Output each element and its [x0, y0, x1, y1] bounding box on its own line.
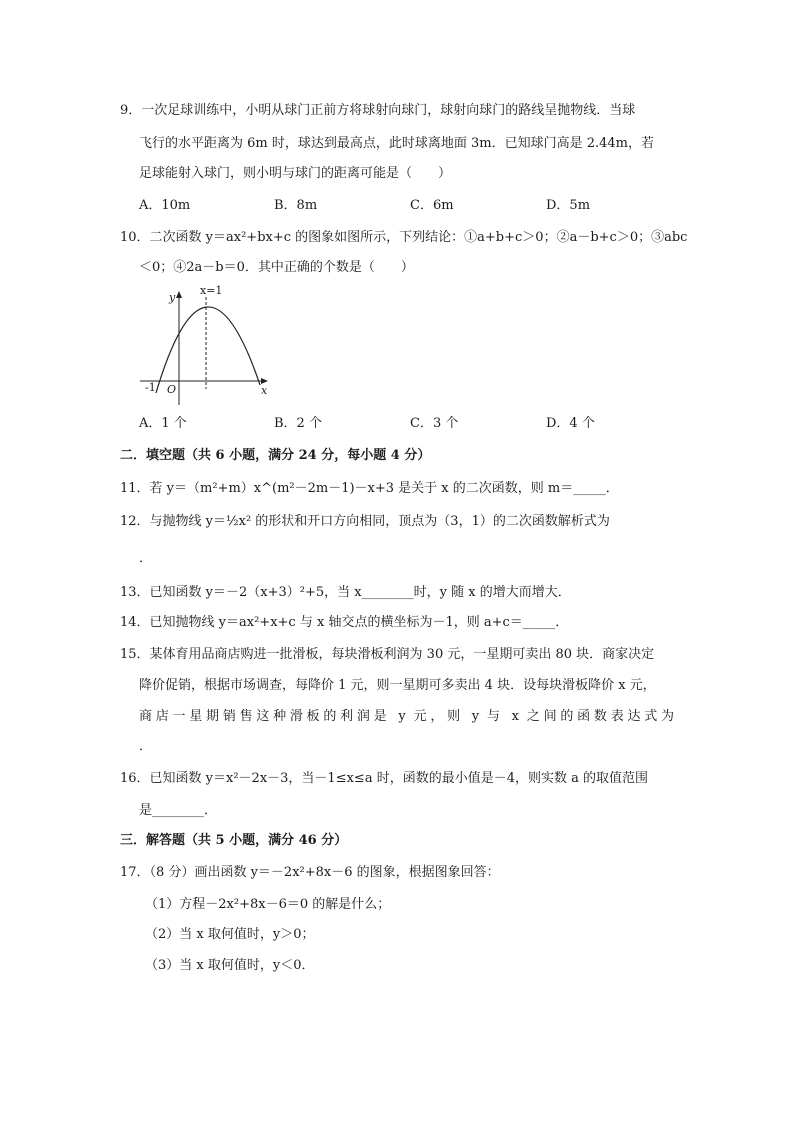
- q9-line-3: 足球能射入球门，则小明与球门的距离可能是（ ）: [139, 166, 452, 181]
- q10-option-b[interactable]: B．2 个: [274, 416, 322, 431]
- q10-line-2: ＜0；④2a－b＝0．其中正确的个数是（ ）: [139, 260, 414, 275]
- q9-option-d[interactable]: D．5m: [546, 198, 591, 213]
- y-axis-label: y: [169, 291, 176, 304]
- q14-text: 14．已知抛物线 y＝ax²+x+c 与 x 轴交点的横坐标为－1，则 a+c＝_____．: [120, 615, 569, 630]
- q9-option-c[interactable]: C．6m: [410, 198, 454, 213]
- q17-part-2: （2）当 x 取何值时，y＞0；: [145, 927, 315, 942]
- q9-line-2: 飞行的水平距离为 6m 时，球达到最高点，此时球离地面 3m．已知球门高是 2.44m，若: [139, 136, 654, 151]
- q15-line-4: ．: [139, 739, 153, 754]
- q16-line-1: 16．已知函数 y＝x²－2x－3，当－1≤x≤a 时，函数的最小值是－4，则实数 a 的取值范围: [120, 771, 648, 786]
- q11-text: 11．若 y＝（m²+m）x^(m²－2m－1)－x+3 是关于 x 的二次函数，则 m＝_____．: [120, 481, 619, 496]
- section-3-heading: 三．解答题（共 5 小题，满分 46 分）: [120, 833, 348, 848]
- q9-option-a[interactable]: A．10m: [139, 198, 191, 213]
- x-axis-label: x: [261, 384, 268, 397]
- q10-option-c[interactable]: C．3 个: [410, 416, 459, 431]
- q16-line-2: 是________．: [139, 803, 218, 818]
- q15-line-2: 降价促销，根据市场调查，每降价 1 元，则一星期可多卖出 4 块．设每块滑板降价 x 元，: [139, 678, 656, 693]
- q15-line-1: 15．某体育用品商店购进一批滑板，每块滑板利润为 30 元，一星期可卖出 80 块．商家决定: [120, 647, 655, 662]
- q15-line-3: 商店一星期销售这种滑板的利润是 y 元，则 y 与 x 之间的函数表达式为: [139, 709, 674, 724]
- q13-text: 13．已知函数 y＝－2（x+3）²+5，当 x________时，y 随 x 的增大而增大．: [120, 585, 571, 600]
- origin-label: O: [167, 383, 177, 396]
- q10-option-a[interactable]: A．1 个: [139, 416, 187, 431]
- q17-part-1: （1）方程－2x²+8x－6＝0 的解是什么；: [145, 897, 391, 912]
- q12-line-1: 12．与抛物线 y＝½x² 的形状和开口方向相同，顶点为（3，1）的二次函数解析式为: [120, 514, 610, 529]
- axis-line-label: x=1: [200, 284, 223, 297]
- q10-line-1: 10．二次函数 y＝ax²+bx+c 的图象如图所示，下列结论：①a+b+c＞0；②a－b+c＞0；③abc: [120, 230, 688, 245]
- y-axis-arrow: [176, 291, 182, 298]
- q17-part-3: （3）当 x 取何值时，y＜0．: [145, 958, 315, 973]
- neg-one-label: -1: [145, 381, 156, 394]
- parabola-curve: [156, 307, 260, 393]
- q17-stem: 17．（8 分）画出函数 y＝－2x²+8x－6 的图象，根据图象回答：: [120, 865, 500, 880]
- q9-option-b[interactable]: B．8m: [274, 198, 318, 213]
- section-2-heading: 二．填空题（共 6 小题，满分 24 分，每小题 4 分）: [120, 448, 431, 463]
- q10-option-d[interactable]: D．4 个: [546, 416, 595, 431]
- q9-line-1: 9．一次足球训练中，小明从球门正前方将球射向球门，球射向球门的路线呈抛物线．当球: [120, 103, 636, 118]
- q12-line-2: ．: [139, 551, 153, 566]
- q10-parabola-graph: [134, 283, 274, 407]
